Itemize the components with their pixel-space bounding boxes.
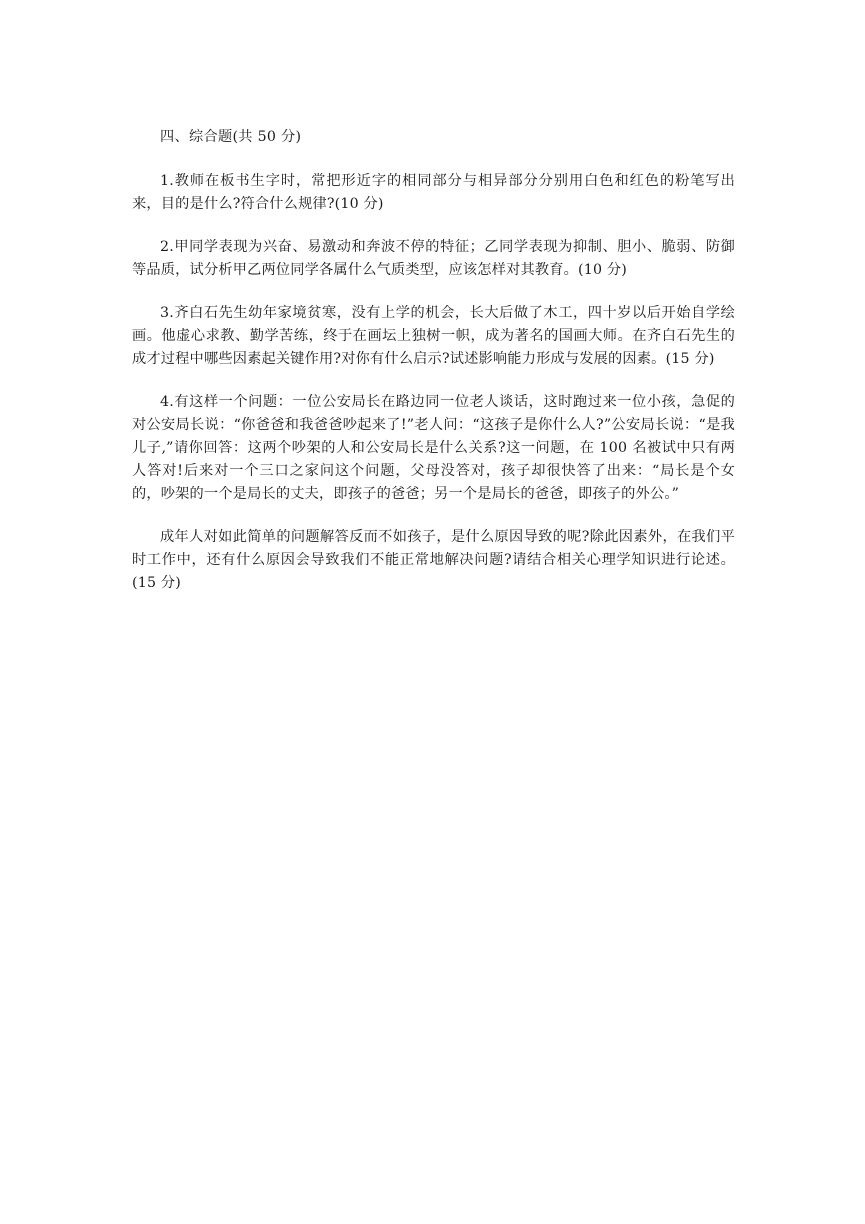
question-4-followup: 成年人对如此简单的问题解答反而不如孩子，是什么原因导致的呢?除此因素外，在我们平时工作中，还有什么原因会导致我们不能正常地解决问题?请结合相关心理学知识进行论述。(15 分) <box>132 529 735 591</box>
question-1: 1.教师在板书生字时，常把形近字的相同部分与相异部分分别用白色和红色的粉笔写出来，目的是什么?符合什么规律?(10 分) <box>132 173 735 212</box>
question-2: 2.甲同学表现为兴奋、易激动和奔波不停的特征；乙同学表现为抑制、胆小、脆弱、防御等品质，试分析甲乙两位同学各属什么气质类型，应该怎样对其教育。(10 分) <box>132 239 735 278</box>
document-body <box>132 126 735 595</box>
question-4: 4.有这样一个问题：一位公安局长在路边同一位老人谈话，这时跑过来一位小孩，急促的对公安局长说：“你爸爸和我爸爸吵起来了!”老人问：“这孩子是你什么人?”公安局长说：“是我儿子,”请你回答：这两个吵架的人和公安局长是什么关系?这一问题，在 100 名被试中只有两人答对!后来对一个三口之家问这个问题，父母没答对，孩子却很快答了出来：“局长是个女的，吵架的一个是局长的丈夫，即孩子的爸爸；另一个是局长的爸爸，即孩子的外公。” <box>132 394 735 502</box>
question-3: 3.齐白石先生幼年家境贫寒，没有上学的机会，长大后做了木工，四十岁以后开始自学绘画。他虚心求教、勤学苦练，终于在画坛上独树一帜，成为著名的国画大师。在齐白石先生的成才过程中哪些因素起关键作用?对你有什么启示?试述影响能力形成与发展的因素。(15 分) <box>132 305 735 367</box>
section-heading: 四、综合题(共 50 分) <box>160 129 302 145</box>
